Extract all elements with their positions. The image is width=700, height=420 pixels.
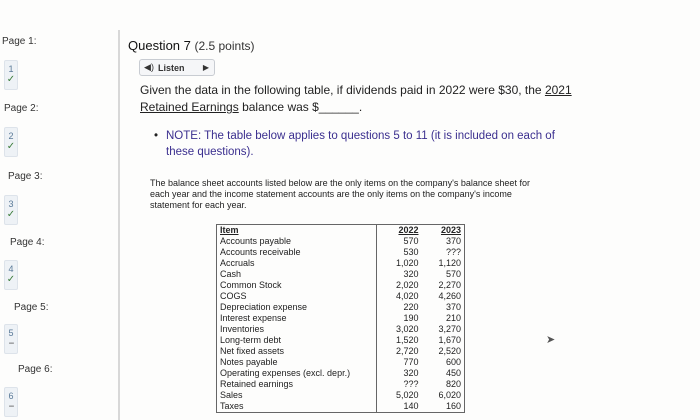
cell-2023: 1,120 (438, 258, 461, 268)
cell-2023: 160 (445, 401, 461, 411)
table-row (217, 313, 465, 324)
page-label: Page 4: (10, 237, 45, 248)
column-header: 2022 (377, 225, 421, 237)
cell-2022: 3,020 (377, 324, 421, 335)
table-row (217, 379, 465, 390)
cell-2022: 2,020 (377, 280, 421, 291)
mouse-cursor-icon: ➤ (546, 334, 556, 346)
cell-2023: ??? (445, 247, 461, 257)
question-number: Question 7 (128, 38, 191, 53)
play-icon[interactable]: ▶ (202, 63, 210, 72)
table-row (217, 291, 465, 302)
column-header: Item (220, 225, 239, 235)
cell-2022: 320 (377, 269, 421, 280)
page-label: Page 5: (14, 302, 49, 313)
table-row (217, 335, 465, 346)
cell-2022: 220 (377, 302, 421, 313)
page-number: 1 (8, 64, 14, 74)
table-header-row (217, 225, 465, 237)
cell-2022: 4,020 (377, 291, 421, 302)
cell-item: Net fixed assets (220, 346, 285, 356)
listen-button[interactable] (139, 59, 215, 76)
cell-item: Sales (220, 390, 243, 400)
table-row (217, 247, 465, 258)
cell-2023: 570 (445, 269, 461, 279)
cell-2023: 1,670 (438, 335, 461, 345)
question-subject: Retained Earnings (140, 100, 239, 114)
table-intro: The balance sheet accounts listed below are the only items on the company's balance sheet for each year and the income statement accounts are the only items on the company's income statement for each year. (150, 178, 530, 210)
cell-item: Operating expenses (excl. depr.) (220, 368, 351, 378)
cell-2023: 600 (445, 357, 461, 367)
cell-item: Cash (220, 269, 242, 279)
cell-2022: 190 (377, 313, 421, 324)
cell-item: Retained earnings (220, 379, 294, 389)
check-icon: ✓ (6, 74, 16, 85)
table-row (217, 324, 465, 335)
listen-label: Listen (158, 62, 185, 73)
page-4-tile[interactable] (4, 260, 18, 290)
cell-2022: ??? (377, 379, 421, 390)
cell-2023: 2,270 (438, 280, 461, 290)
table-row (217, 346, 465, 357)
cell-item: Accruals (220, 258, 255, 268)
cell-2022: 140 (377, 401, 421, 413)
cell-2023: 3,270 (438, 324, 461, 334)
page-label: Page 3: (8, 171, 43, 182)
page-2-tile[interactable] (4, 127, 18, 157)
cell-item: Accounts receivable (220, 247, 301, 257)
check-icon: ✓ (6, 274, 16, 285)
page-6-tile[interactable] (4, 387, 18, 417)
table-row (217, 258, 465, 269)
cell-2022: 1,520 (377, 335, 421, 346)
cell-2023: 210 (445, 313, 461, 323)
question-blank: balance was $______. (238, 100, 363, 114)
cell-2023: 450 (445, 368, 461, 378)
table-row (217, 269, 465, 280)
page-label: Page 6: (18, 364, 53, 375)
table-row (217, 302, 465, 313)
column-header: 2023 (440, 225, 461, 235)
page-navigator (0, 0, 70, 420)
table-row (217, 357, 465, 368)
page-1-tile[interactable] (4, 60, 18, 90)
check-icon: ✓ (6, 209, 16, 220)
question-text (140, 82, 610, 116)
page-number: 3 (8, 199, 14, 209)
cell-item: Interest expense (220, 313, 287, 323)
table-row (217, 390, 465, 401)
cell-2022: 2,720 (377, 346, 421, 357)
cell-2023: 370 (445, 236, 461, 246)
page-number: 5 (8, 328, 14, 338)
cell-item: Long-term debt (220, 335, 282, 345)
page-label: Page 2: (4, 103, 39, 114)
page-5-tile[interactable] (4, 324, 18, 354)
speaker-icon: ◀) (144, 62, 154, 72)
page-label: Page 1: (2, 36, 37, 47)
divider (118, 30, 120, 420)
table-row (217, 280, 465, 291)
cell-2023: 4,260 (438, 291, 461, 301)
cell-2023: 6,020 (438, 390, 461, 400)
cell-item: Accounts payable (220, 236, 292, 246)
cell-2022: 570 (377, 236, 421, 247)
cell-2022: 530 (377, 247, 421, 258)
cell-item: Common Stock (220, 280, 282, 290)
cell-item: Taxes (220, 401, 244, 411)
question-text-part1: Given the data in the following table, if dividends paid in 2022 were $30, the (140, 83, 545, 97)
table-row (217, 236, 465, 247)
unanswered-icon: -- (8, 338, 14, 349)
cell-item: Notes payable (220, 357, 278, 367)
cell-2022: 1,020 (377, 258, 421, 269)
question-year: 2021 (544, 83, 572, 97)
note-content: NOTE: The table below applies to questions 5 to 11 (it is included on each of these questions). (166, 130, 555, 158)
table-row (217, 368, 465, 379)
cell-2022: 320 (377, 368, 421, 379)
cell-2023: 370 (445, 302, 461, 312)
financial-table (216, 224, 465, 413)
cell-2023: 820 (445, 379, 461, 389)
cell-2023: 2,520 (438, 346, 461, 356)
note-text (154, 128, 586, 160)
page-number: 2 (8, 131, 14, 141)
bullet-icon: • (154, 130, 159, 142)
check-icon: ✓ (6, 141, 16, 152)
question-points: (2.5 points) (194, 39, 255, 53)
page-number: 6 (8, 391, 14, 401)
cell-item: COGS (220, 291, 247, 301)
question-title (128, 38, 255, 53)
unanswered-icon: -- (8, 401, 14, 412)
cell-item: Depreciation expense (220, 302, 308, 312)
page-number: 4 (8, 264, 14, 274)
cell-2022: 5,020 (377, 390, 421, 401)
cell-2022: 770 (377, 357, 421, 368)
cell-item: Inventories (220, 324, 265, 334)
table-row (217, 401, 465, 413)
page-3-tile[interactable] (4, 195, 18, 225)
